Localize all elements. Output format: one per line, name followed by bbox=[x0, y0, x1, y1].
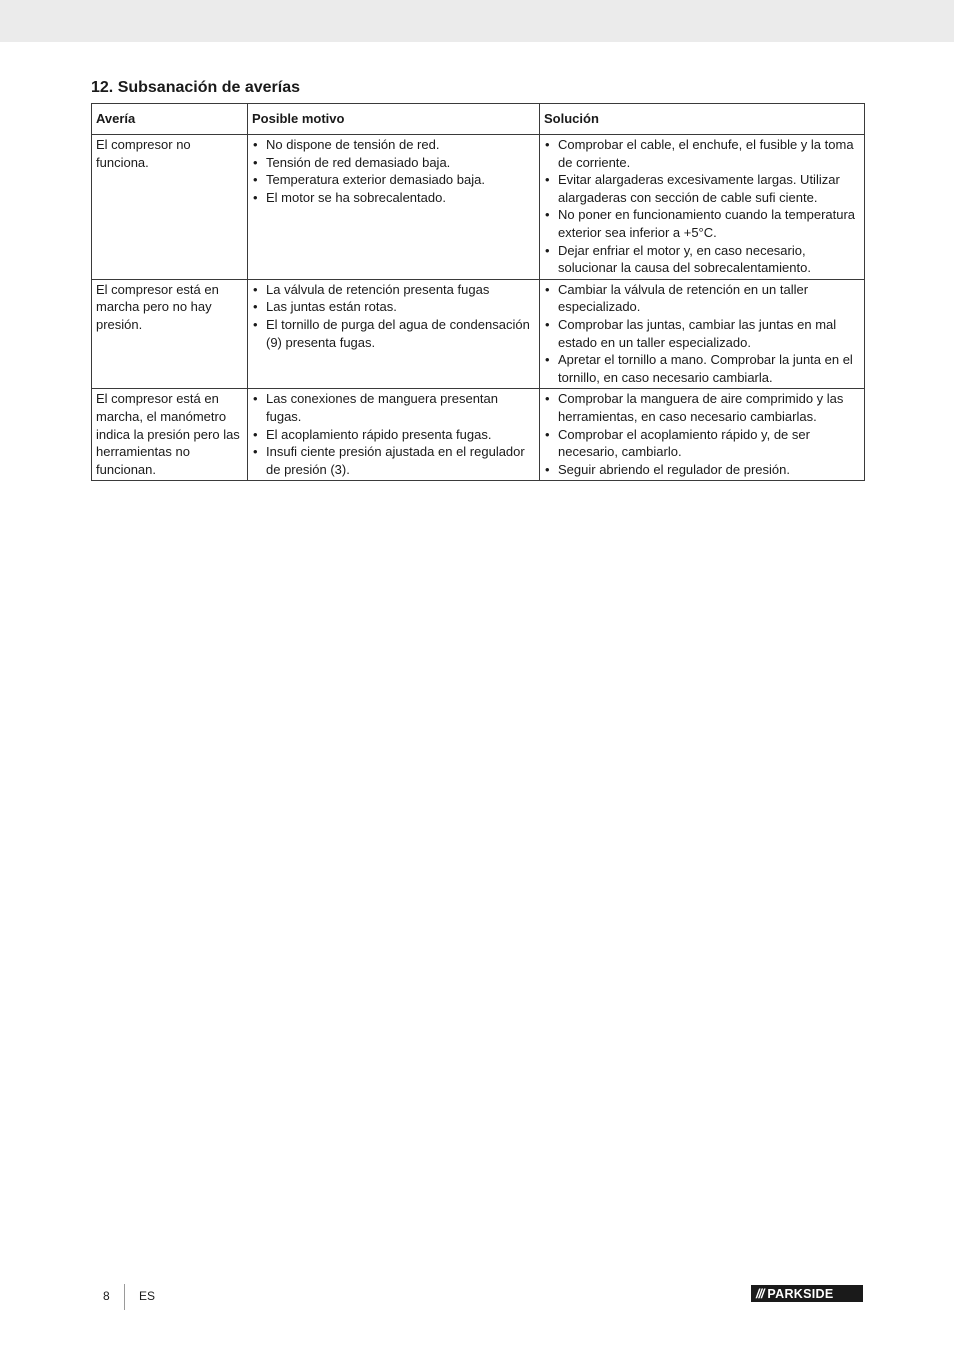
footer-divider bbox=[124, 1284, 125, 1310]
cause-list bbox=[252, 390, 535, 478]
bullet-icon: • bbox=[545, 426, 550, 442]
bullet-icon: • bbox=[253, 281, 258, 297]
fault-cell: El compresor está en marcha, el manómetro indica la presión pero las herramientas no funcionan. bbox=[92, 389, 248, 481]
bullet-icon: • bbox=[545, 172, 550, 188]
page-header-band bbox=[0, 0, 954, 42]
bullet-icon: • bbox=[253, 426, 258, 442]
bullet-icon: • bbox=[253, 316, 258, 332]
cause-cell bbox=[248, 389, 540, 481]
list-item bbox=[544, 461, 860, 479]
cause-cell bbox=[248, 279, 540, 389]
bullet-icon: • bbox=[253, 391, 258, 407]
solution-list bbox=[544, 390, 860, 478]
bullet-icon: • bbox=[545, 461, 550, 477]
list-item bbox=[544, 316, 860, 351]
bullet-icon: • bbox=[253, 172, 258, 188]
list-item bbox=[252, 390, 535, 425]
cause-text: La válvula de retención presenta fugas bbox=[266, 281, 490, 297]
bullet-icon: • bbox=[545, 242, 550, 258]
cause-text: El acoplamiento rápido presenta fugas. bbox=[266, 426, 492, 442]
cause-text: Las juntas están rotas. bbox=[266, 299, 397, 315]
bullet-icon: • bbox=[253, 154, 258, 170]
table-header-row bbox=[92, 104, 865, 135]
solution-list bbox=[544, 281, 860, 387]
parkside-logo bbox=[751, 1285, 863, 1302]
list-item bbox=[544, 390, 860, 425]
cause-text: Las conexiones de manguera presentan fugas. bbox=[266, 391, 498, 424]
list-item bbox=[544, 136, 860, 171]
cause-cell bbox=[248, 135, 540, 280]
solution-text: No poner en funcionamiento cuando la temperatura exterior sea inferior a +5°C. bbox=[558, 207, 856, 240]
bullet-icon: • bbox=[545, 316, 550, 332]
bullet-icon: • bbox=[545, 207, 550, 223]
list-item bbox=[252, 281, 535, 299]
list-item bbox=[544, 206, 860, 241]
cause-text: Temperatura exterior demasiado baja. bbox=[266, 172, 485, 188]
language-code: ES bbox=[139, 1289, 156, 1303]
solution-text: Comprobar la manguera de aire comprimido y las herramientas, en caso necesario cambiarlas. bbox=[558, 391, 844, 424]
solution-text: Comprobar el acoplamiento rápido y, de ser necesario, cambiarlo. bbox=[558, 426, 810, 460]
solution-text: Comprobar las juntas, cambiar las juntas en mal estado en un taller especializado. bbox=[558, 316, 837, 350]
cause-text: Insufi ciente presión ajustada en el regulador de presión (3). bbox=[266, 444, 525, 477]
cause-text: El motor se ha sobrecalentado. bbox=[266, 189, 446, 205]
bullet-icon: • bbox=[253, 189, 258, 205]
solution-text: Seguir abriendo el regulador de presión. bbox=[558, 461, 790, 477]
solution-cell bbox=[540, 135, 865, 280]
list-item bbox=[252, 189, 535, 207]
table-row bbox=[92, 389, 865, 481]
solution-text: Apretar el tornillo a mano. Comprobar la junta en el tornillo, en caso necesario cambiarla. bbox=[558, 352, 853, 385]
cause-list bbox=[252, 281, 535, 351]
list-item bbox=[544, 242, 860, 277]
list-item bbox=[252, 426, 535, 444]
bullet-icon: • bbox=[545, 137, 550, 152]
cause-text: Tensión de red demasiado baja. bbox=[266, 154, 451, 170]
list-item bbox=[252, 154, 535, 172]
section-title: 12. Subsanación de averías bbox=[91, 79, 300, 96]
bullet-icon: • bbox=[545, 281, 550, 297]
column-header-solution: Solución bbox=[540, 104, 865, 135]
list-item bbox=[252, 316, 535, 351]
solution-cell bbox=[540, 389, 865, 481]
table-row bbox=[92, 279, 865, 389]
cause-text: No dispone de tensión de red. bbox=[266, 137, 440, 152]
cause-list bbox=[252, 136, 535, 206]
list-item bbox=[252, 171, 535, 189]
troubleshooting-table bbox=[91, 103, 865, 481]
brand-name: PARKSIDE bbox=[767, 1286, 834, 1301]
list-item bbox=[544, 426, 860, 461]
cause-text: El tornillo de purga del agua de condensación (9) presenta fugas. bbox=[266, 316, 530, 350]
solution-text: Dejar enfriar el motor y, en caso necesario, solucionar la causa del sobrecalentamiento. bbox=[558, 242, 811, 276]
list-item bbox=[252, 298, 535, 316]
solution-text: Cambiar la válvula de retención en un taller especializado. bbox=[558, 281, 809, 315]
bullet-icon: • bbox=[253, 299, 258, 315]
list-item bbox=[544, 351, 860, 386]
column-header-cause: Posible motivo bbox=[248, 104, 540, 135]
list-item bbox=[544, 171, 860, 206]
bullet-icon: • bbox=[253, 444, 258, 460]
column-header-fault: Avería bbox=[92, 104, 248, 135]
fault-cell: El compresor no funciona. bbox=[92, 135, 248, 280]
list-item bbox=[252, 136, 535, 154]
bullet-icon: • bbox=[253, 137, 258, 152]
list-item bbox=[544, 281, 860, 316]
bullet-icon: • bbox=[545, 352, 550, 368]
solution-list bbox=[544, 136, 860, 277]
solution-cell bbox=[540, 279, 865, 389]
solution-text: Comprobar el cable, el enchufe, el fusible y la toma de corriente. bbox=[558, 137, 854, 170]
solution-text: Evitar alargaderas excesivamente largas. Utilizar alargaderas con sección de cable sufi ciente. bbox=[558, 172, 840, 205]
logo-slashes-icon: /// bbox=[756, 1286, 764, 1301]
list-item bbox=[252, 443, 535, 478]
table-row bbox=[92, 135, 865, 280]
page-number: 8 bbox=[103, 1289, 110, 1303]
fault-cell: El compresor está en marcha pero no hay presión. bbox=[92, 279, 248, 389]
bullet-icon: • bbox=[545, 391, 550, 407]
